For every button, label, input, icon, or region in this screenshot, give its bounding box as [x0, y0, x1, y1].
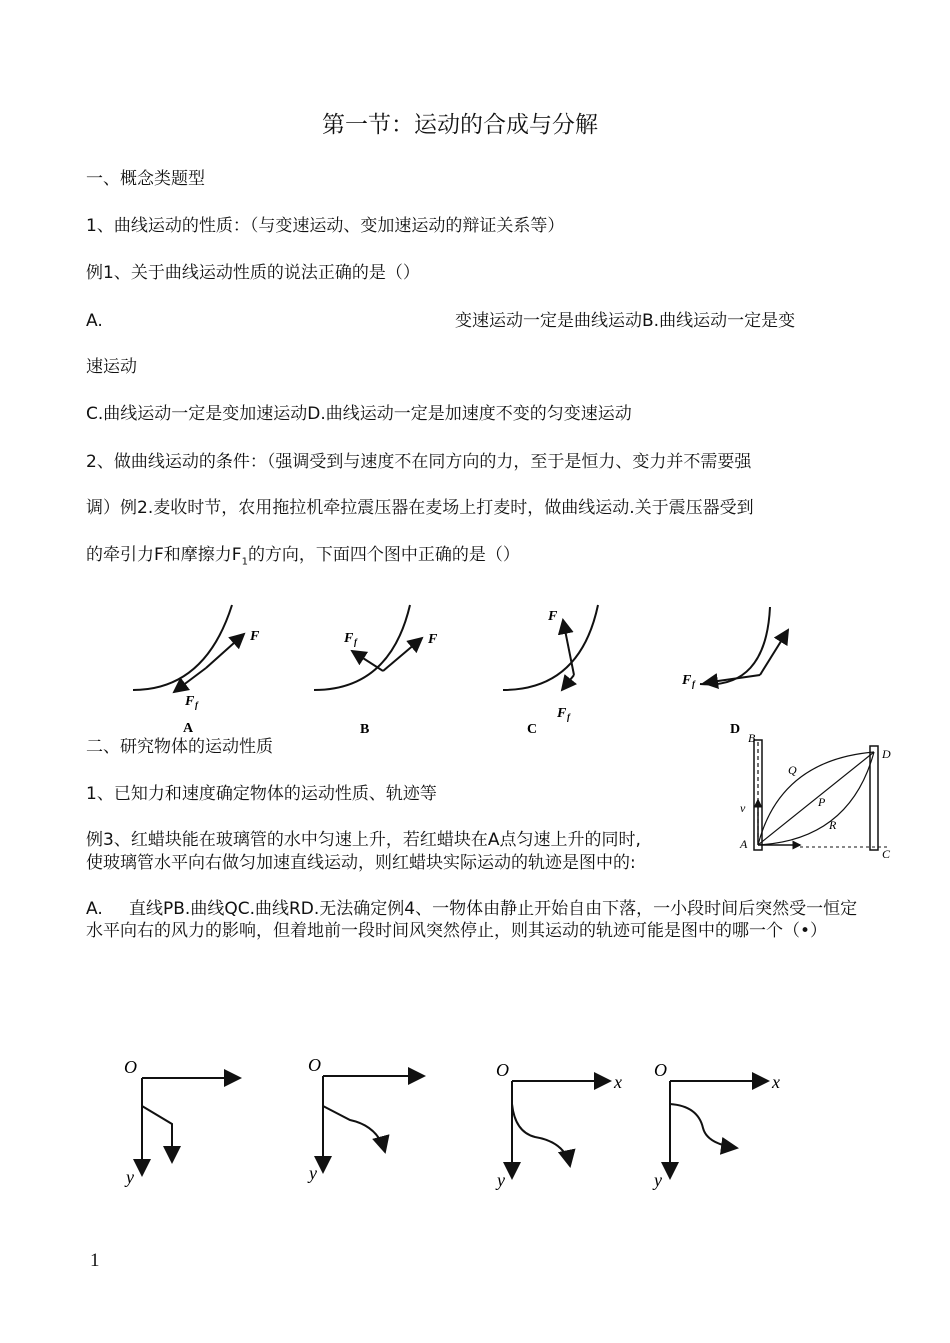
example1-stem: 例1、关于曲线运动性质的说法正确的是（）	[86, 263, 420, 283]
friction-label-a: F	[185, 694, 195, 709]
example4-label: A.	[86, 899, 103, 919]
example2-line3-post: 的方向，下面四个图中正确的是（）	[247, 545, 520, 565]
trajectory-path-3	[512, 1104, 570, 1166]
trajectory-path-2	[323, 1106, 385, 1152]
example1-option-cd: C.曲线运动一定是变加速运动D.曲线运动一定是加速度不变的匀变速运动	[86, 404, 632, 424]
example2-line3-pre: 的牵引力F和摩擦力F	[86, 545, 242, 565]
force-f-arrow-a	[206, 634, 244, 668]
tube-label-a: A	[740, 837, 748, 851]
point-known-force-velocity: 1、已知力和速度确定物体的运动性质、轨迹等	[86, 784, 437, 804]
trajectory-option-4	[652, 1060, 780, 1190]
line-p	[758, 752, 874, 845]
point-curve-motion-nature: 1、曲线运动的性质：（与变速运动、变加速运动的辩证关系等）	[86, 216, 565, 236]
friction-sub-b: f	[354, 637, 357, 647]
example1-option-a-label: A.	[86, 311, 103, 331]
section-heading-motion-properties: 二、研究物体的运动性质	[86, 737, 273, 757]
glass-tube-figure	[730, 730, 900, 870]
diagram-label-a: A	[183, 721, 194, 736]
tube-label-v: v	[740, 801, 746, 815]
example2-line2: 调）例2.麦收时节，农用拖拉机牵拉震压器在麦场上打麦时，做曲线运动.关于震压器受到	[86, 498, 754, 518]
friction-sub-d: f	[692, 679, 695, 689]
example2-line3-sub: 1	[241, 556, 248, 568]
trajectory-option-1	[124, 1057, 240, 1187]
friction-arrow-b	[352, 651, 383, 671]
tube-label-r: R	[829, 818, 837, 832]
trajectory-path-4	[670, 1104, 737, 1148]
y-label-4: y	[654, 1170, 662, 1190]
y-label-1: y	[126, 1167, 134, 1187]
example4-text: 直线PB.曲线QC.曲线RD.无法确定例4、一物体由静止开始自由下落，一小段时间后突然受一恒定水平向右的风力的影响，但着地前一段时间风突然停止，则其运动的轨迹可能是图中的哪一个（•）	[86, 899, 858, 941]
force-diagram-d	[681, 607, 788, 737]
friction-arrow-d	[704, 675, 760, 683]
trajectory-path-1	[142, 1106, 172, 1162]
x-label-4: x	[772, 1072, 780, 1092]
y-label-2: y	[309, 1163, 317, 1183]
point-curve-motion-condition-line1: 2、做曲线运动的条件：（强调受到与速度不在同方向的力，至于是恒力、变力并不需要强	[86, 452, 752, 472]
friction-label-c: F	[557, 706, 567, 721]
section-heading-concepts: 一、概念类题型	[86, 169, 205, 189]
force-diagram-a	[133, 605, 260, 736]
trajectory-curve-b	[314, 605, 410, 690]
friction-sub-c: f	[567, 712, 570, 722]
trajectory-option-3	[495, 1060, 622, 1190]
velocity-arrow-d	[760, 630, 788, 675]
example3-line2: 使玻璃管水平向右做匀加速直线运动，则红蜡块实际运动的轨迹是图中的:	[86, 853, 636, 873]
force-diagram-b	[314, 605, 438, 737]
force-diagram-c	[503, 605, 598, 737]
force-f-label-a: F	[250, 629, 260, 644]
origin-label-4: O	[654, 1060, 667, 1080]
friction-sub-a: f	[195, 700, 198, 710]
page-number: 1	[90, 1250, 100, 1271]
origin-label-1: O	[124, 1057, 137, 1077]
trajectory-option-2	[307, 1055, 424, 1183]
friction-label-d: F	[682, 673, 692, 688]
diagram-label-c: C	[527, 722, 538, 737]
friction-label-b: F	[344, 631, 354, 646]
example1-option-b-cont: 速运动	[86, 357, 137, 377]
diagram-label-d: D	[730, 722, 741, 737]
example3-line1: 例3、红蜡块能在玻璃管的水中匀速上升，若红蜡块在A点匀速上升的同时,	[86, 830, 641, 850]
tube-label-d: D	[882, 747, 891, 761]
trajectory-options-figure	[0, 1040, 950, 1200]
origin-label-3: O	[496, 1060, 509, 1080]
force-f-label-c: F	[548, 609, 558, 624]
page-title: 第一节：运动的合成与分解	[322, 112, 598, 138]
tube-label-c: C	[882, 847, 891, 861]
tube-label-b: B	[748, 731, 756, 745]
tube-label-q: Q	[788, 763, 797, 777]
diagram-label-b: B	[360, 722, 370, 737]
origin-label-2: O	[308, 1055, 321, 1075]
example1-option-ab: 变速运动一定是曲线运动B.曲线运动一定是变	[455, 311, 796, 331]
x-label-3: x	[614, 1072, 622, 1092]
friction-arrow-c	[562, 675, 574, 690]
trajectory-curve-d	[700, 607, 770, 684]
tube-label-p: P	[818, 795, 826, 809]
force-f-label-b: F	[428, 632, 438, 647]
trajectory-curve-a	[133, 605, 232, 690]
y-label-3: y	[497, 1170, 505, 1190]
